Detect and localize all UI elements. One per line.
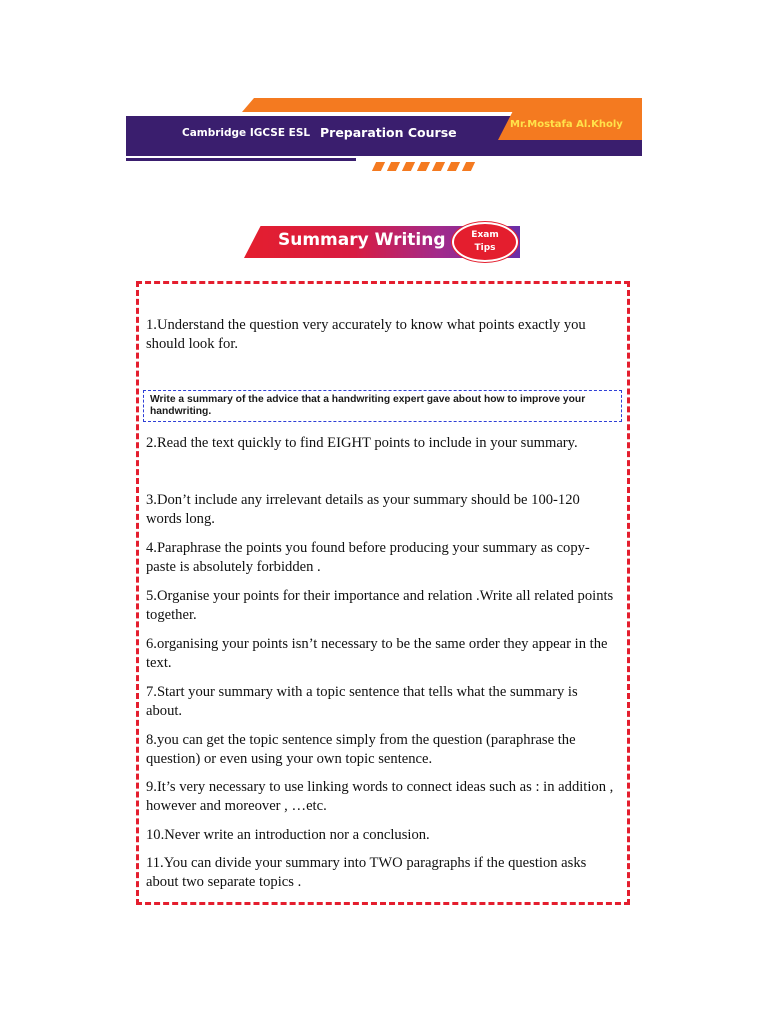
tip-8: 8.you can get the topic sentence simply from the question (paraphrase the question) or even using your own topic sentence. [146, 732, 576, 767]
course-name: Cambridge IGCSE ESL [182, 127, 311, 139]
tip-5: 5.Organise your points for their importance and relation .Write all related points together. [146, 588, 614, 623]
tip-1: 1.Understand the question very accurately to know what points exactly you should look for. [146, 317, 586, 352]
teacher-name: Mr.Mostafa Al.Kholy [510, 119, 623, 130]
tip-9: 9.It’s very necessary to use linking words to connect ideas such as : in addition , however and moreover , …etc. [146, 779, 614, 814]
tip-11: 11.You can divide your summary into TWO paragraphs if the question asks about two separate topics . [146, 855, 587, 890]
tip-4: 4.Paraphrase the points you found before producing your summary as copy-paste is absolutely forbidden . [146, 540, 590, 575]
example-question-box: Write a summary of the advice that a handwriting expert gave about how to improve your handwriting. [143, 390, 622, 422]
stripe [372, 162, 385, 171]
header-orange-strip [242, 98, 642, 112]
title-ribbon [244, 226, 520, 258]
header-underline [126, 158, 356, 161]
header-banner [126, 98, 642, 174]
tip-10: 10.Never write an introduction nor a conclusion. [146, 827, 430, 843]
header-stripes [374, 162, 473, 171]
badge-line-tips: Tips [474, 243, 496, 253]
stripe [432, 162, 445, 171]
tip-2: 2.Read the text quickly to find EIGHT points to include in your summary. [146, 435, 578, 451]
stripe [447, 162, 460, 171]
course-type: Preparation Course [320, 125, 457, 140]
tip-6: 6.organising your points isn’t necessary to be the same order they appear in the text. [146, 636, 608, 671]
badge-line-exam: Exam [471, 230, 499, 240]
tip-7: 7.Start your summary with a topic sentence that tells what the summary is about. [146, 684, 578, 719]
stripe [402, 162, 415, 171]
stripe [387, 162, 400, 171]
page-title: Summary Writing [278, 230, 446, 250]
tip-3: 3.Don’t include any irrelevant details as your summary should be 100-120 words long. [146, 492, 580, 527]
stripe [462, 162, 475, 171]
stripe [417, 162, 430, 171]
exam-tips-badge [452, 222, 518, 262]
